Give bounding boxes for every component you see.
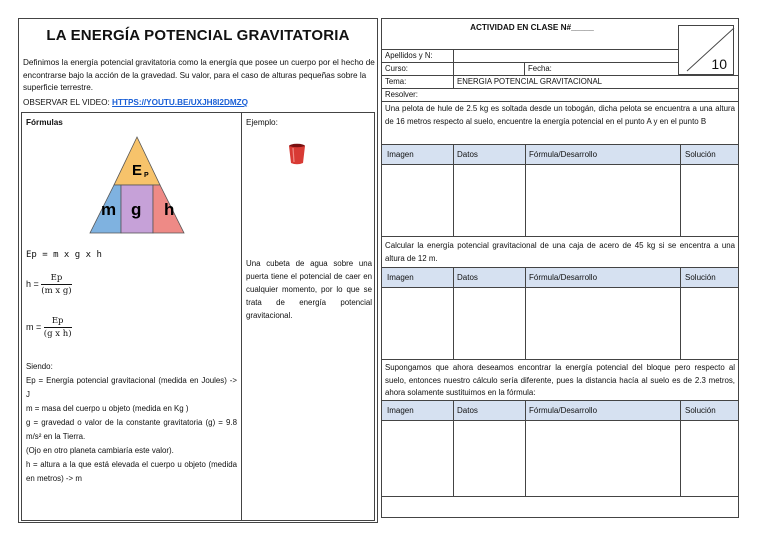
- problem-1-table-header: [382, 144, 738, 165]
- definition-line: Ep = Energía potencial gravitacional (medida en Joules) -> J: [26, 376, 237, 399]
- topic-field-row: [382, 75, 738, 87]
- field-divider: [453, 50, 454, 62]
- grade-box: [678, 25, 734, 75]
- definition-line: g = gravedad o valor de la constante gravitatoria (g) = 9.8 m/s² en la Tierra.: [26, 418, 237, 441]
- definition-line: m = masa del cuerpo u objeto (medida en Kg ): [26, 404, 189, 413]
- formula-m-lhs: m =: [26, 321, 42, 332]
- date-label: Fecha:: [528, 64, 552, 73]
- column-divider: [525, 400, 526, 497]
- course-label: Curso:: [385, 64, 408, 73]
- column-header-image: Imagen: [387, 273, 414, 282]
- video-label: OBSERVAR EL VIDEO:: [23, 98, 113, 107]
- problem-2-answer-row[interactable]: [382, 288, 738, 360]
- formula-h-denominator: (m x g): [41, 286, 72, 296]
- column-divider: [680, 400, 681, 497]
- topic-value: ENERGIA POTENCIAL GRAVITACIONAL: [457, 77, 602, 86]
- problem-1-text: Una pelota de hule de 2.5 kg es soltada desde un tobogán, dicha pelota se encuentra a una altura de 16 metros respecto al suelo, encuentre la energía potencial en el punto A y en el punto B: [385, 104, 735, 126]
- column-divider: [680, 267, 681, 360]
- definition-line: (Ojo en otro planeta cambiaría este valor).: [26, 446, 174, 455]
- column-header-image: Imagen: [387, 150, 414, 159]
- problem-2-table-header: [382, 267, 738, 288]
- intro-paragraph: Definimos la energía potencial gravitatoria como la energía que posee un cuerpo por el hecho de encontrarse bajo la acción de la gravedad. Su valor, para el caso de alturas pequeñas sobre la superficie terrestre.: [23, 58, 375, 92]
- definition-line: h = altura a la que está elevada el cuerpo u objeto (medida en metros) -> m: [26, 460, 237, 483]
- formula-m-denominator: (g x h): [43, 329, 72, 339]
- activity-panel: [381, 18, 739, 518]
- column-header-image: Imagen: [387, 406, 414, 415]
- name-field-row: [382, 49, 678, 61]
- triangle-left-label: m: [101, 200, 117, 219]
- formula-m: [26, 316, 72, 339]
- formula-ep: Ep = m x g x h: [26, 250, 102, 260]
- theory-panel: [18, 18, 378, 523]
- column-header-solution: Solución: [685, 406, 716, 415]
- problem-3-text: Supongamos que ahora deseamos encontrar la energía potencial del bloque pero respecto al suelo, entonces nuestro cálculo sería diferente, pues la distancia hacía al suelo es de 2.3 metros, ahora solamente sustituimos en la fórmula:: [385, 363, 735, 397]
- variable-definitions: [26, 360, 237, 486]
- column-header-formula: Fórmula/Desarrollo: [529, 150, 598, 159]
- column-divider: [525, 144, 526, 237]
- formula-h-numerator: Ep: [41, 273, 71, 285]
- triangle-middle-label: g: [131, 200, 142, 219]
- column-header-data: Datos: [457, 406, 478, 415]
- column-divider: [453, 267, 454, 360]
- problem-2-text: Calcular la energía potencial gravitacional de una caja de acero de 45 kg si se encentra a una altura de 12 m.: [385, 241, 735, 263]
- field-divider: [453, 63, 454, 75]
- column-header-data: Datos: [457, 150, 478, 159]
- problem-3-table-header: [382, 400, 738, 421]
- problem-1-answer-row[interactable]: [382, 165, 738, 237]
- page-title: LA ENERGÍA POTENCIAL GRAVITATORIA: [46, 27, 350, 44]
- definition-line: Siendo:: [26, 362, 53, 371]
- column-divider: [453, 400, 454, 497]
- column-header-formula: Fórmula/Desarrollo: [529, 273, 598, 282]
- topic-label: Tema:: [385, 77, 407, 86]
- field-divider: [524, 63, 525, 75]
- formula-m-fraction: [44, 316, 72, 339]
- triangle-right-label: h: [164, 200, 175, 219]
- column-divider: [680, 144, 681, 237]
- example-label: Ejemplo:: [246, 118, 278, 127]
- column-header-data: Datos: [457, 273, 478, 282]
- column-header-solution: Solución: [685, 150, 716, 159]
- bucket-icon: [288, 143, 306, 165]
- formulas-table: [21, 112, 375, 521]
- formula-h-fraction: [41, 273, 71, 296]
- formula-h: [26, 273, 72, 296]
- column-divider: [453, 144, 454, 237]
- video-line: [23, 98, 248, 107]
- activity-title: ACTIVIDAD EN CLASE N#_____: [470, 23, 594, 32]
- surname-label: Apellidos y N:: [385, 51, 433, 60]
- formula-h-lhs: h =: [26, 278, 39, 289]
- formula-m-numerator: Ep: [44, 316, 72, 328]
- resolver-label: Resolver:: [385, 90, 418, 99]
- triangle-top-label: E: [132, 162, 143, 179]
- column-divider: [525, 267, 526, 360]
- resolver-row: [382, 88, 738, 100]
- triangle-top-subscript: P: [144, 172, 149, 179]
- formulas-label: Fórmulas: [26, 118, 63, 127]
- column-header-solution: Solución: [685, 273, 716, 282]
- formula-triangle-diagram: [77, 135, 197, 240]
- problem-3-answer-row[interactable]: [382, 421, 738, 497]
- column-header-formula: Fórmula/Desarrollo: [529, 406, 598, 415]
- course-field-row: [382, 62, 678, 74]
- divider: [382, 101, 738, 102]
- video-link[interactable]: HTTPS://YOUTU.BE/UXJH8I2DMZQ: [112, 98, 249, 107]
- column-divider: [241, 113, 242, 520]
- grade-total: 10: [711, 56, 727, 72]
- example-text: Una cubeta de agua sobre una puerta tiene el potencial de caer en cualquier momento, por lo que se trata de energía potencial gravitacional.: [246, 259, 372, 320]
- field-divider: [453, 76, 454, 88]
